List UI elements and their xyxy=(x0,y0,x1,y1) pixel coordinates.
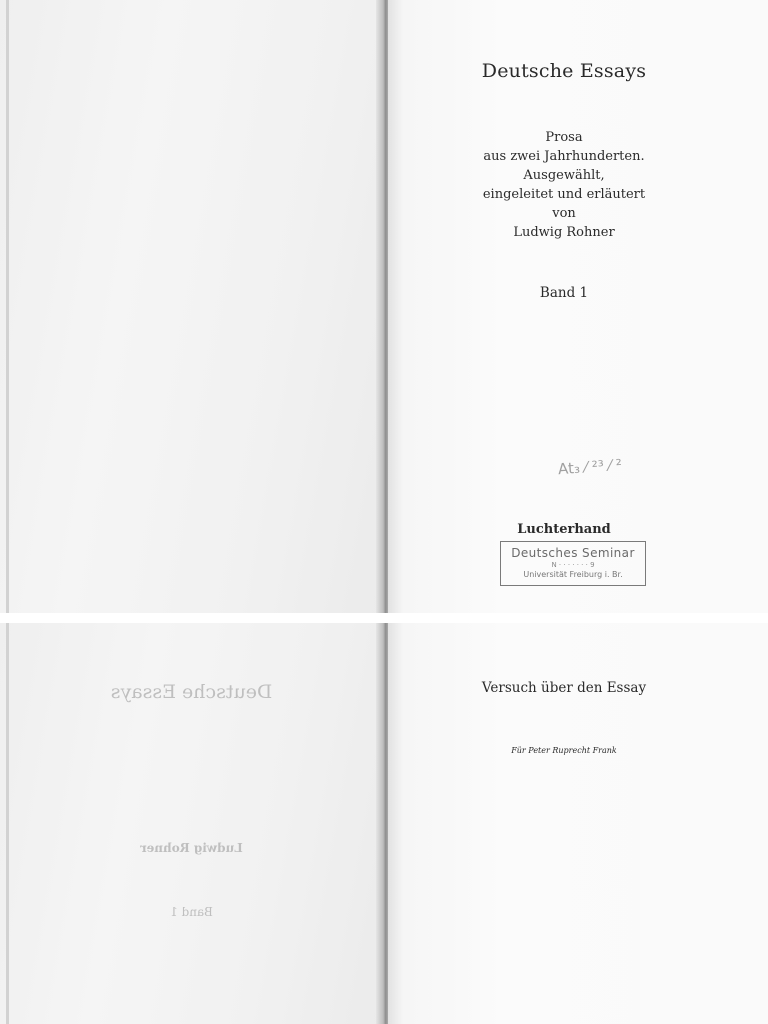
dedication: Für Peter Ruprecht Frank xyxy=(511,746,617,755)
showthrough-title: Deutsche Essays xyxy=(110,681,273,703)
subtitle-line: Prosa xyxy=(545,130,583,145)
book-title: Deutsche Essays xyxy=(481,60,647,82)
handwritten-shelfmark: At₃ ⁄ ²³ ⁄ ² xyxy=(557,455,623,479)
stamp-line: Universität Freiburg i. Br. xyxy=(523,570,623,579)
subtitle-block xyxy=(388,128,740,242)
subtitle-line: Ludwig Rohner xyxy=(513,225,615,240)
volume-label: Band 1 xyxy=(539,285,589,301)
publisher-name: Luchterhand xyxy=(517,522,611,537)
subtitle-line: aus zwei Jahrhunderten. xyxy=(483,149,645,164)
subtitle-line: von xyxy=(552,206,576,221)
chapter-title: Versuch über den Essay xyxy=(481,680,647,696)
subtitle-line: Ausgewählt, xyxy=(523,168,605,183)
showthrough-volume: Band 1 xyxy=(170,905,213,919)
subtitle-line: eingeleitet und erläutert xyxy=(482,187,646,202)
bottom-book-spread xyxy=(0,623,768,1024)
showthrough-author: Ludwig Rohner xyxy=(140,841,243,855)
left-blank-page xyxy=(0,0,383,613)
page-edge xyxy=(6,0,9,613)
library-stamp xyxy=(500,541,646,586)
stamp-line: N · · · · · · · 9 xyxy=(551,561,595,569)
stamp-line: Deutsches Seminar xyxy=(511,546,635,560)
